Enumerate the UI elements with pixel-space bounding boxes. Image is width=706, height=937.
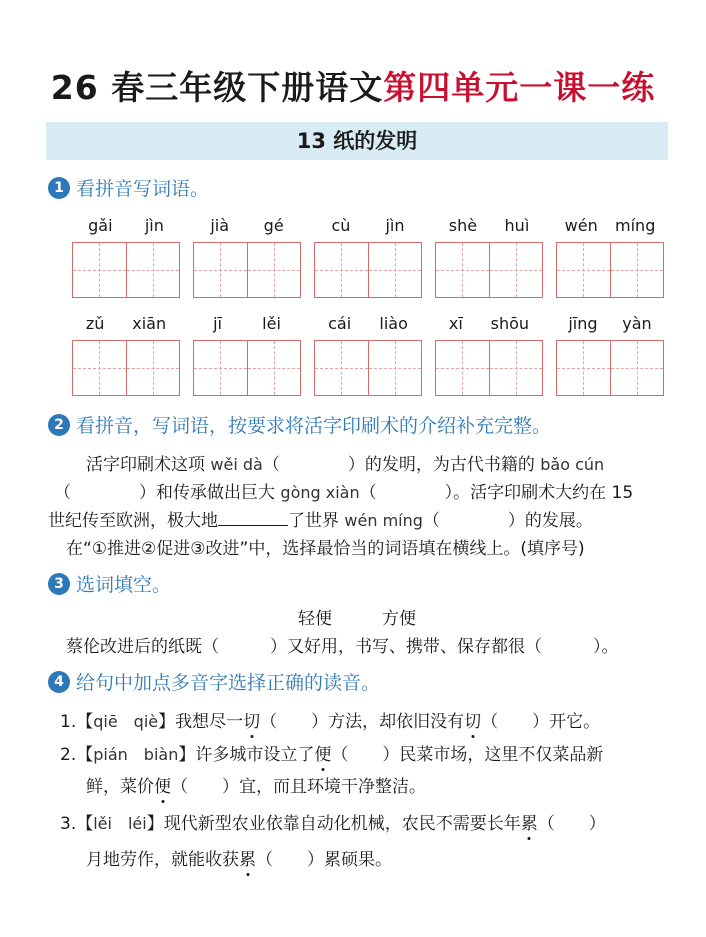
q4-item-3 (60, 809, 606, 834)
q1-word-7 (193, 314, 301, 396)
q4-text: 3.【 (60, 814, 94, 834)
pinyin: cù (331, 216, 351, 235)
q3-word-option-1: 轻便 (298, 609, 332, 629)
q2-heading (48, 411, 551, 438)
pinyin: shè (448, 216, 478, 235)
q4-text[interactable]: （ ）开它。 (481, 712, 601, 732)
q2-pinyin: wén míng (344, 511, 423, 530)
pinyin: jīng (568, 314, 598, 333)
writing-grid[interactable] (556, 242, 664, 298)
q4-text[interactable]: （ ） (537, 814, 606, 834)
q4-text: 】我想尽一 (158, 712, 244, 732)
q2-text: 了世界 (288, 511, 345, 531)
q4-item-1 (60, 707, 600, 732)
writing-grid[interactable] (193, 340, 301, 396)
q1-word-2 (193, 216, 301, 298)
q1-number: 1 (48, 177, 70, 199)
q1-word-5 (556, 216, 664, 298)
pinyin: wén (564, 216, 598, 235)
writing-grid[interactable] (435, 242, 543, 298)
pinyin: míng (615, 216, 656, 235)
q4-text: 月地劳作，就能收获 (86, 850, 239, 870)
pinyin: lěi (262, 314, 281, 333)
q1-word-1 (72, 216, 180, 298)
writing-grid[interactable] (193, 242, 301, 298)
writing-grid[interactable] (314, 340, 422, 396)
writing-grid[interactable] (556, 340, 664, 396)
q2-pinyin: gòng xiàn (280, 483, 360, 502)
pinyin-options: qiē qiè (93, 712, 159, 731)
q4-text[interactable]: （ ）累硕果。 (256, 850, 392, 870)
pinyin-options: pián biàn (93, 745, 179, 764)
q2-heading-text: 看拼音，写词语，按要求将活字印刷术的介绍补充完整。 (76, 415, 552, 437)
dotted-char: 切 (243, 712, 261, 732)
q1-heading-text: 看拼音写词语。 (76, 178, 210, 200)
q2-line-2 (54, 478, 633, 503)
q3-number: 3 (48, 573, 70, 595)
q2-line-3 (48, 506, 593, 531)
q2-pinyin: wěi dà (210, 455, 263, 474)
q4-item-2 (60, 740, 603, 765)
q1-word-8 (314, 314, 422, 396)
writing-grid[interactable] (435, 340, 543, 396)
dotted-char: 累 (520, 814, 538, 834)
writing-grid[interactable] (72, 340, 180, 396)
worksheet-title (0, 62, 706, 109)
pinyin: shōu (490, 314, 530, 333)
q2-text: 活字印刷术这项 (86, 455, 211, 475)
q2-number: 2 (48, 414, 70, 436)
pinyin: liào (379, 314, 408, 333)
pinyin: zǔ (85, 314, 105, 333)
pinyin: yàn (622, 314, 652, 333)
pinyin: huì (504, 216, 530, 235)
q4-item-2-line-2 (86, 772, 426, 797)
fill-blank-line[interactable] (218, 525, 288, 526)
pinyin: cái (328, 314, 352, 333)
q2-pinyin: bǎo cún (540, 455, 605, 474)
q4-text[interactable]: （ ）方法，却依旧没有 (260, 712, 465, 732)
pinyin: gé (263, 216, 284, 235)
q2-text: 世纪传至欧洲，极大地 (48, 511, 218, 531)
q4-text[interactable]: （ ）宜，而且环境干净整洁。 (171, 777, 426, 797)
q4-text: 】现代新型农业依靠自动化机械，农民不需要长年 (146, 814, 521, 834)
pinyin: xī (448, 314, 463, 333)
q1-word-3 (314, 216, 422, 298)
q1-word-9 (435, 314, 543, 396)
q3-heading-text: 选词填空。 (76, 574, 172, 596)
q1-word-10 (556, 314, 664, 396)
q1-word-4 (435, 216, 543, 298)
lesson-title: 13 纸的发明 (46, 122, 668, 160)
q2-line-4: 在“①推进②促进③改进”中，选择最恰当的词语填在横线上。(填序号) (66, 539, 585, 559)
q2-text[interactable]: （ ）的发明，为古代书籍的 (262, 455, 541, 475)
writing-grid[interactable] (72, 242, 180, 298)
q3-word-option-2: 方便 (382, 609, 416, 629)
q2-text[interactable]: （ ）的发展。 (422, 511, 593, 531)
q2-text[interactable]: （ ）和传承做出巨大 (54, 483, 281, 503)
pinyin: jià (210, 216, 230, 235)
q4-item-3-line-2 (86, 845, 392, 870)
q2-line-1 (86, 450, 604, 475)
dotted-char: 便 (154, 777, 171, 797)
title-grade: 26 春三年级下册语文 (50, 68, 384, 107)
dotted-char: 便 (314, 745, 332, 765)
pinyin: gǎi (88, 216, 113, 235)
q4-text: 2.【 (60, 745, 94, 765)
writing-grid[interactable] (314, 242, 422, 298)
pinyin: jìn (144, 216, 164, 235)
pinyin: jī (213, 314, 222, 333)
q4-text: 1.【 (60, 712, 94, 732)
dotted-char: 切 (464, 712, 482, 732)
pinyin: xiān (132, 314, 167, 333)
q3-sentence[interactable]: 蔡伦改进后的纸既（ ）又好用，书写、携带、保存都很（ ）。 (66, 637, 619, 657)
q4-number: 4 (48, 671, 70, 693)
q4-text: 】许多城市设立了 (178, 745, 315, 765)
q4-heading-text: 给句中加点多音字选择正确的读音。 (76, 672, 381, 694)
q1-word-6 (72, 314, 180, 396)
pinyin: jìn (385, 216, 405, 235)
dotted-char: 累 (239, 850, 256, 870)
q4-text: 鲜，菜价 (86, 777, 154, 797)
q2-text[interactable]: （ ）。活字印刷术大约在 15 (359, 483, 634, 503)
q4-heading (48, 668, 380, 695)
q3-heading (48, 570, 171, 597)
title-unit: 第四单元一课一练 (383, 68, 656, 107)
q4-text[interactable]: （ ）民菜市场，这里不仅菜品新 (331, 745, 604, 765)
q1-heading (48, 174, 209, 201)
pinyin-options: lěi léi (93, 814, 147, 833)
